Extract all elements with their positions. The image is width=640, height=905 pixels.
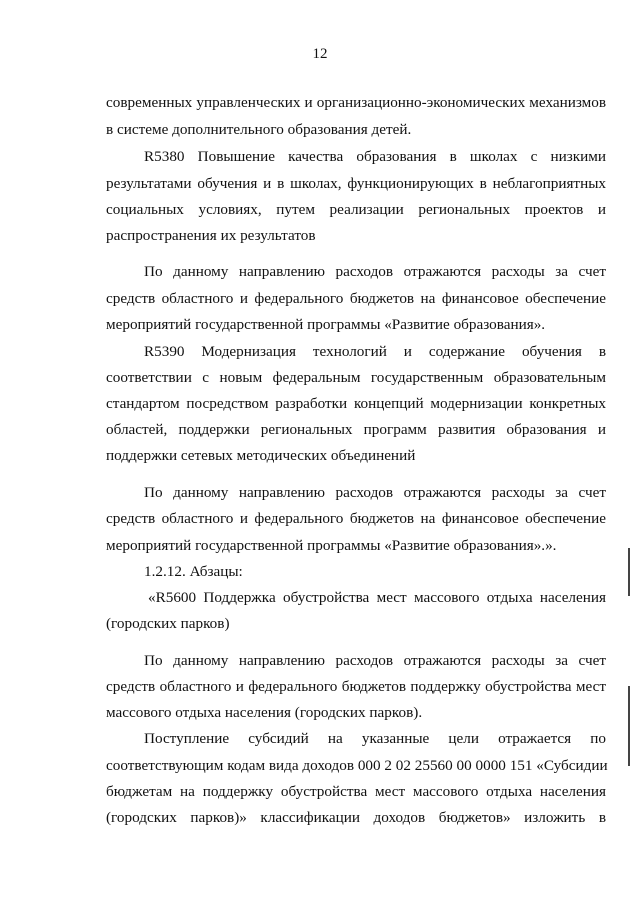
text-line: (городских парков): [106, 615, 230, 632]
text-line: мероприятий государственной программы «Развитие образования».: [106, 316, 546, 333]
page-number: 12: [312, 46, 328, 62]
text-line: областей, поддержки региональных программ развития образования и: [106, 421, 606, 438]
text-line: По данному направлению расходов отражаются расходы за счет: [144, 263, 606, 280]
text-line: бюджетам на поддержку обустройства мест массового отдыха населения: [106, 783, 606, 800]
text-line: Поступление субсидий на указанные цели отражается по: [144, 730, 606, 747]
scan-edge-mark: [628, 686, 630, 766]
text-line: соответствии с новым федеральным государственным образовательным: [106, 369, 606, 386]
text-line: (городских парков)» классификации доходов бюджетов» изложить в: [106, 809, 606, 826]
text-line: По данному направлению расходов отражаются расходы за счет: [144, 484, 606, 501]
text-line: в системе дополнительного образования детей.: [106, 121, 412, 138]
text-line: средств областного и федерального бюджетов на финансовое обеспечение: [106, 510, 606, 527]
text-line: средств областного и федерального бюджетов на финансовое обеспечение: [106, 290, 606, 307]
text-line: результатами обучения и в школах, функционирующих в неблагоприятных: [106, 175, 606, 192]
text-line: средств областного и федерального бюджетов поддержку обустройства мест: [106, 678, 606, 695]
text-line: R5390 Модернизация технологий и содержание обучения в: [144, 343, 606, 360]
text-line: социальных условиях, путем реализации региональных проектов и: [106, 201, 606, 218]
text-line: R5380 Повышение качества образования в школах с низкими: [144, 148, 606, 165]
text-line: современных управленческих и организационно-экономических механизмов: [106, 94, 606, 111]
text-line: мероприятий государственной программы «Развитие образования».».: [106, 537, 557, 554]
scan-edge-mark: [628, 548, 630, 596]
text-line: 1.2.12. Абзацы:: [144, 563, 243, 580]
text-line: соответствующим кодам вида доходов 000 2 02 25560 00 0000 151 «Субсидии: [106, 757, 608, 774]
text-line: стандартом посредством разработки концепций модернизации конкретных: [106, 395, 606, 412]
text-line: «R5600 Поддержка обустройства мест массового отдыха населения: [148, 589, 606, 606]
text-line: распространения их результатов: [106, 227, 316, 244]
text-line: поддержки сетевых методических объединений: [106, 447, 416, 464]
text-line: По данному направлению расходов отражаются расходы за счет: [144, 652, 606, 669]
text-line: массового отдыха населения (городских парков).: [106, 704, 423, 721]
